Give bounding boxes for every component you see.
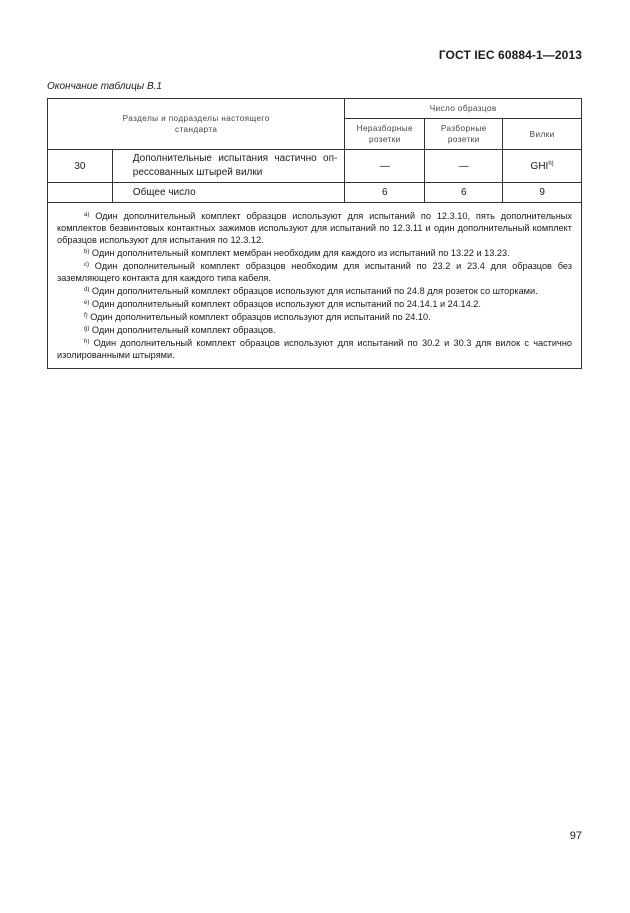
page-number: 97 <box>569 830 582 842</box>
total-label: Общее число <box>112 183 345 203</box>
total-empty-cell <box>48 183 113 203</box>
row-rewirable: — <box>425 150 503 183</box>
row-description <box>112 150 345 183</box>
total-plugs: 9 <box>503 183 582 203</box>
row-number: 30 <box>48 150 113 183</box>
row-plugs-footnote: h) <box>548 160 554 167</box>
header-rewirable: Разборные розетки <box>425 119 503 150</box>
footnotes <box>48 203 582 369</box>
row-plugs <box>503 150 582 183</box>
footnote-c: $^{c)}$ Один дополнительный комплект образцов необходим для испытаний по 23.2 и 23.4 для образцов без заземляющего контакта для каждого типа кабеля. <box>57 261 572 283</box>
row-nonrewirable: — <box>345 150 425 183</box>
footnote-f: $^{f)}$ Один дополнительный комплект образцов используют для испытаний по 24.10. <box>84 312 431 322</box>
table-row <box>48 150 582 183</box>
samples-table <box>47 98 582 369</box>
table-row-total <box>48 183 582 203</box>
footnote-e: $^{e)}$ Один дополнительный комплект образцов используют для испытаний по 24.14.1 и 24.14.2. <box>84 299 481 309</box>
row-description-line2: рессованных штырей вилки <box>132 167 263 178</box>
footnote-d: $^{d)}$ Один дополнительный комплект образцов используют для испытаний по 24.8 для розеток со шторками. <box>84 286 538 296</box>
row-description-line1: Дополнительные испытания частично оп- <box>132 153 338 164</box>
row-plugs-value: GHI <box>530 160 549 172</box>
total-nonrewirable: 6 <box>345 183 425 203</box>
header-plugs: Вилки <box>503 119 582 150</box>
standard-code: ГОСТ IEC 60884-1—2013 <box>438 48 582 62</box>
header-sections: Разделы и подразделы настоящего стандарта <box>48 99 345 150</box>
footnote-g: $^{g)}$ Один дополнительный комплект образцов. <box>84 325 276 335</box>
header-nonrewirable: Неразборные розетки <box>345 119 425 150</box>
header-sample-count: Число образцов <box>345 99 582 119</box>
footnote-b: $^{b)}$ Один дополнительный комплект мембран необходим для каждого из испытаний по 13.22 и 13.23. <box>84 248 510 258</box>
footnote-a: $^{a)}$ Один дополнительный комплект образцов используют для испытаний по 12.3.10, пять дополнительных комплектов безвинтовых контактных зажимов используют для испытаний по 12.3.11 и один дополнительный комплект образцов используют для испытания по 12.3.12. <box>57 211 572 245</box>
table-caption: Окончание таблицы В.1 <box>47 81 162 92</box>
footnote-h: $^{h)}$ Один дополнительный комплект образцов используют для испытаний по 30.2 и 30.3 для вилок с частично изолированными штырями. <box>57 338 572 360</box>
total-rewirable: 6 <box>425 183 503 203</box>
